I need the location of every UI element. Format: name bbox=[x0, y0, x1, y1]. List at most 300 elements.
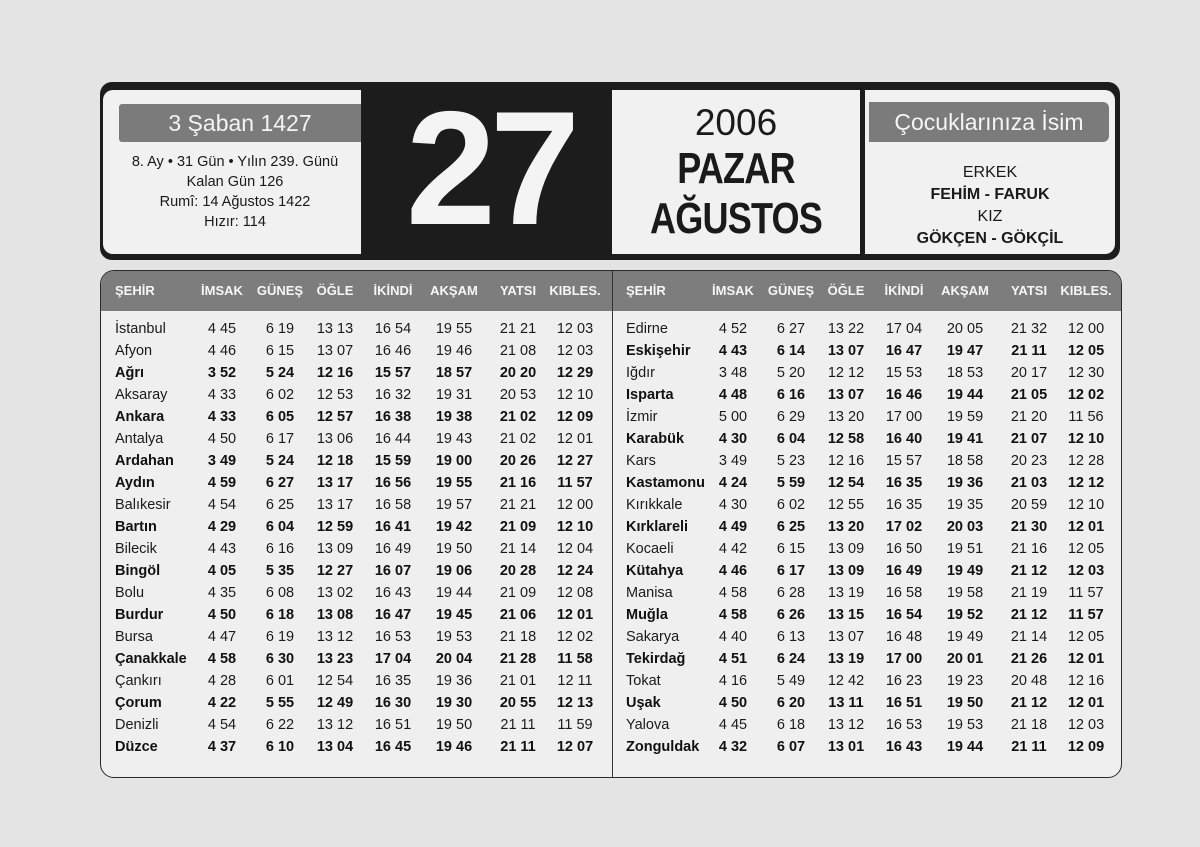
time-aksam: 19 36 bbox=[946, 475, 984, 491]
time-aksam: 19 44 bbox=[435, 585, 473, 601]
time-ogle: 13 15 bbox=[827, 607, 865, 623]
city-name: Antalya bbox=[115, 431, 164, 447]
time-yatsi: 21 02 bbox=[499, 431, 537, 447]
time-imsak: 3 49 bbox=[207, 453, 237, 469]
time-gunes: 6 19 bbox=[265, 629, 295, 645]
time-yatsi: 21 11 bbox=[1011, 343, 1047, 359]
time-yatsi: 20 55 bbox=[499, 695, 537, 711]
time-yatsi: 21 30 bbox=[1010, 519, 1048, 535]
time-ogle: 13 07 bbox=[827, 387, 865, 403]
time-gunes: 6 27 bbox=[265, 475, 295, 491]
time-imsak: 4 54 bbox=[207, 497, 237, 513]
time-kible: 12 12 bbox=[1067, 475, 1105, 491]
time-imsak: 5 00 bbox=[718, 409, 748, 425]
day-number: 27 bbox=[405, 78, 575, 259]
time-ogle: 13 08 bbox=[316, 607, 354, 623]
city-name: Bingöl bbox=[115, 563, 161, 579]
time-ogle: 13 09 bbox=[827, 563, 865, 579]
time-ikindi: 16 46 bbox=[374, 343, 412, 359]
time-ogle: 12 12 bbox=[827, 365, 865, 381]
table-header bbox=[101, 271, 1121, 311]
date-info-panel bbox=[103, 90, 361, 254]
time-gunes: 6 29 bbox=[776, 409, 806, 425]
city-name: Manisa bbox=[626, 585, 673, 601]
time-kible: 12 10 bbox=[1067, 497, 1105, 513]
time-gunes: 6 07 bbox=[776, 739, 806, 755]
time-aksam: 19 59 bbox=[946, 409, 984, 425]
time-ikindi: 16 32 bbox=[374, 387, 412, 403]
table-row bbox=[101, 384, 1121, 406]
time-kible: 12 03 bbox=[556, 321, 594, 337]
time-aksam: 18 58 bbox=[946, 453, 984, 469]
time-ogle: 12 54 bbox=[316, 673, 354, 689]
day-info-line: 8. Ay • 31 Gün • Yılın 239. Günü bbox=[131, 154, 339, 170]
time-gunes: 6 15 bbox=[776, 541, 806, 557]
time-yatsi: 21 14 bbox=[1010, 629, 1048, 645]
header-aksam: AKŞAM bbox=[430, 283, 478, 298]
time-ogle: 13 07 bbox=[316, 343, 354, 359]
time-imsak: 4 45 bbox=[718, 717, 748, 733]
time-imsak: 4 45 bbox=[207, 321, 237, 337]
header-ogle: ÖĞLE bbox=[316, 283, 354, 298]
male-label: ERKEK bbox=[962, 164, 1018, 181]
time-imsak: 4 28 bbox=[207, 673, 237, 689]
header-gunes: GÜNEŞ bbox=[767, 283, 815, 298]
date-panel bbox=[612, 90, 860, 254]
time-gunes: 6 25 bbox=[776, 519, 806, 535]
time-aksam: 20 05 bbox=[946, 321, 984, 337]
time-ikindi: 16 47 bbox=[374, 607, 412, 623]
time-ogle: 13 17 bbox=[316, 497, 354, 513]
time-yatsi: 21 01 bbox=[499, 673, 537, 689]
time-gunes: 6 28 bbox=[776, 585, 806, 601]
day-info-line: Hızır: 114 bbox=[204, 214, 266, 230]
header-ikindi: İKİNDİ bbox=[884, 283, 924, 298]
time-ikindi: 16 48 bbox=[885, 629, 923, 645]
time-ogle: 13 20 bbox=[827, 409, 865, 425]
time-kible: 12 10 bbox=[1067, 431, 1105, 447]
time-gunes: 5 35 bbox=[265, 563, 295, 579]
time-ikindi: 16 40 bbox=[885, 431, 923, 447]
header-ikindi: İKİNDİ bbox=[373, 283, 413, 298]
time-kible: 12 01 bbox=[556, 607, 594, 623]
time-gunes: 6 08 bbox=[265, 585, 295, 601]
time-ogle: 13 12 bbox=[827, 717, 865, 733]
header-kible: KIBLES. bbox=[549, 283, 601, 298]
year: 2006 bbox=[694, 102, 778, 143]
time-yatsi: 20 23 bbox=[1010, 453, 1048, 469]
city-name: İstanbul bbox=[115, 321, 166, 337]
time-gunes: 6 16 bbox=[776, 387, 806, 403]
city-name: Bursa bbox=[115, 629, 153, 645]
header-imsak: İMSAK bbox=[712, 283, 754, 298]
city-name: Eskişehir bbox=[626, 343, 691, 359]
time-ogle: 12 58 bbox=[827, 431, 865, 447]
time-imsak: 4 52 bbox=[718, 321, 748, 337]
time-yatsi: 20 28 bbox=[499, 563, 537, 579]
time-aksam: 19 06 bbox=[435, 563, 473, 579]
time-imsak: 4 22 bbox=[207, 695, 237, 711]
time-ogle: 12 16 bbox=[316, 365, 354, 381]
time-aksam: 19 50 bbox=[435, 541, 473, 557]
table-row bbox=[101, 340, 1121, 362]
prayer-times-table bbox=[100, 270, 1122, 778]
city-name: Uşak bbox=[626, 695, 661, 711]
time-ikindi: 15 57 bbox=[885, 453, 923, 469]
header-yatsi: YATSI bbox=[1010, 283, 1048, 298]
table-row bbox=[101, 450, 1121, 472]
city-name: Çankırı bbox=[115, 673, 162, 689]
names-title: Çocuklarınıza İsim bbox=[869, 102, 1109, 142]
city-name: Kırıkkale bbox=[626, 497, 683, 513]
time-ikindi: 16 30 bbox=[374, 695, 412, 711]
city-name: Kastamonu bbox=[626, 475, 705, 491]
city-name: Bilecik bbox=[115, 541, 157, 557]
time-aksam: 19 41 bbox=[946, 431, 984, 447]
time-yatsi: 21 19 bbox=[1010, 585, 1048, 601]
time-ikindi: 17 04 bbox=[885, 321, 923, 337]
time-kible: 12 10 bbox=[556, 519, 594, 535]
table-row bbox=[101, 406, 1121, 428]
time-ogle: 13 04 bbox=[316, 739, 354, 755]
time-ogle: 13 07 bbox=[827, 629, 865, 645]
time-yatsi: 21 05 bbox=[1010, 387, 1048, 403]
city-name: Kars bbox=[626, 453, 656, 469]
time-gunes: 6 17 bbox=[265, 431, 295, 447]
header-aksam: AKŞAM bbox=[941, 283, 989, 298]
table-row bbox=[101, 604, 1121, 626]
time-ikindi: 16 54 bbox=[885, 607, 923, 623]
time-gunes: 6 02 bbox=[265, 387, 295, 403]
time-ikindi: 16 43 bbox=[374, 585, 412, 601]
time-kible: 12 01 bbox=[1067, 651, 1105, 667]
city-name: Zonguldak bbox=[626, 739, 700, 755]
time-ogle: 13 19 bbox=[827, 651, 865, 667]
time-gunes: 6 04 bbox=[776, 431, 806, 447]
time-yatsi: 21 12 bbox=[1010, 607, 1048, 623]
time-ikindi: 15 57 bbox=[374, 365, 412, 381]
time-yatsi: 21 12 bbox=[1010, 563, 1048, 579]
time-ikindi: 16 58 bbox=[885, 585, 923, 601]
time-aksam: 19 30 bbox=[435, 695, 473, 711]
time-aksam: 20 01 bbox=[946, 651, 984, 667]
time-imsak: 3 49 bbox=[718, 453, 748, 469]
time-imsak: 4 50 bbox=[207, 607, 237, 623]
time-aksam: 19 46 bbox=[435, 343, 473, 359]
city-name: Iğdır bbox=[626, 365, 656, 381]
time-imsak: 4 43 bbox=[718, 343, 748, 359]
hijri-date: 3 Şaban 1427 bbox=[119, 104, 361, 142]
table-row bbox=[101, 428, 1121, 450]
time-yatsi: 21 26 bbox=[1010, 651, 1048, 667]
time-gunes: 6 20 bbox=[776, 695, 806, 711]
time-aksam: 19 58 bbox=[946, 585, 984, 601]
time-kible: 12 28 bbox=[1067, 453, 1105, 469]
time-aksam: 19 53 bbox=[435, 629, 473, 645]
time-imsak: 4 43 bbox=[207, 541, 237, 557]
time-yatsi: 21 03 bbox=[1010, 475, 1048, 491]
time-aksam: 19 51 bbox=[946, 541, 984, 557]
time-ikindi: 16 47 bbox=[885, 343, 923, 359]
time-gunes: 6 04 bbox=[265, 519, 295, 535]
time-ikindi: 16 50 bbox=[885, 541, 923, 557]
time-imsak: 4 51 bbox=[718, 651, 748, 667]
city-name: Kocaeli bbox=[626, 541, 674, 557]
time-ogle: 13 13 bbox=[316, 321, 354, 337]
time-imsak: 4 24 bbox=[718, 475, 748, 491]
time-ogle: 12 55 bbox=[827, 497, 865, 513]
time-kible: 12 01 bbox=[1067, 519, 1105, 535]
time-imsak: 4 47 bbox=[207, 629, 237, 645]
time-aksam: 19 55 bbox=[435, 321, 473, 337]
time-aksam: 19 53 bbox=[946, 717, 984, 733]
time-imsak: 4 59 bbox=[207, 475, 237, 491]
table-row bbox=[101, 670, 1121, 692]
time-gunes: 6 18 bbox=[265, 607, 295, 623]
time-yatsi: 21 09 bbox=[499, 519, 537, 535]
city-name: İzmir bbox=[626, 409, 658, 425]
time-yatsi: 20 59 bbox=[1010, 497, 1048, 513]
time-kible: 12 27 bbox=[556, 453, 594, 469]
time-gunes: 6 02 bbox=[776, 497, 806, 513]
city-name: Karabük bbox=[626, 431, 685, 447]
time-imsak: 3 48 bbox=[718, 365, 748, 381]
time-ikindi: 16 38 bbox=[374, 409, 412, 425]
time-yatsi: 21 16 bbox=[499, 475, 537, 491]
time-imsak: 4 29 bbox=[207, 519, 237, 535]
table-row bbox=[101, 362, 1121, 384]
city-name: Edirne bbox=[626, 321, 668, 337]
time-ogle: 12 42 bbox=[827, 673, 865, 689]
time-gunes: 5 49 bbox=[776, 673, 806, 689]
table-row bbox=[101, 692, 1121, 714]
time-ikindi: 16 35 bbox=[885, 497, 923, 513]
time-gunes: 6 19 bbox=[265, 321, 295, 337]
time-yatsi: 20 20 bbox=[499, 365, 537, 381]
male-names: FEHİM - FARUK bbox=[930, 186, 1050, 203]
time-aksam: 19 38 bbox=[435, 409, 473, 425]
time-yatsi: 21 14 bbox=[499, 541, 537, 557]
time-aksam: 19 43 bbox=[435, 431, 473, 447]
time-kible: 11 57 bbox=[1068, 607, 1104, 623]
time-kible: 12 03 bbox=[556, 343, 594, 359]
city-name: Muğla bbox=[626, 607, 668, 623]
time-kible: 12 08 bbox=[556, 585, 594, 601]
time-kible: 11 57 bbox=[1068, 585, 1104, 601]
time-imsak: 3 52 bbox=[207, 365, 237, 381]
city-name: Tekirdağ bbox=[626, 651, 686, 667]
time-yatsi: 21 09 bbox=[499, 585, 537, 601]
time-kible: 11 59 bbox=[557, 717, 593, 733]
weekday: PAZAR bbox=[677, 144, 795, 193]
header-yatsi: YATSI bbox=[499, 283, 537, 298]
time-ogle: 13 19 bbox=[827, 585, 865, 601]
time-ogle: 12 54 bbox=[827, 475, 865, 491]
time-ikindi: 16 44 bbox=[374, 431, 412, 447]
time-imsak: 4 33 bbox=[207, 409, 237, 425]
time-ikindi: 17 04 bbox=[374, 651, 412, 667]
time-aksam: 19 36 bbox=[435, 673, 473, 689]
time-ikindi: 16 49 bbox=[374, 541, 412, 557]
time-gunes: 6 10 bbox=[265, 739, 295, 755]
time-imsak: 4 32 bbox=[718, 739, 748, 755]
time-gunes: 6 16 bbox=[265, 541, 295, 557]
time-aksam: 20 03 bbox=[946, 519, 984, 535]
time-imsak: 4 50 bbox=[207, 431, 237, 447]
names-list bbox=[865, 162, 1115, 250]
city-name: Aksaray bbox=[115, 387, 168, 403]
time-kible: 12 01 bbox=[556, 431, 594, 447]
time-kible: 12 03 bbox=[1067, 717, 1105, 733]
city-name: Çanakkale bbox=[115, 651, 187, 667]
time-kible: 12 29 bbox=[556, 365, 594, 381]
time-aksam: 19 55 bbox=[435, 475, 473, 491]
table-row bbox=[101, 560, 1121, 582]
time-imsak: 4 30 bbox=[718, 497, 748, 513]
time-gunes: 5 23 bbox=[776, 453, 806, 469]
time-aksam: 18 53 bbox=[946, 365, 984, 381]
time-gunes: 6 27 bbox=[776, 321, 806, 337]
time-ogle: 13 07 bbox=[827, 343, 865, 359]
time-gunes: 5 24 bbox=[265, 365, 295, 381]
time-aksam: 19 49 bbox=[946, 629, 984, 645]
time-ogle: 13 11 bbox=[828, 695, 864, 711]
time-yatsi: 21 20 bbox=[1010, 409, 1048, 425]
time-gunes: 6 14 bbox=[776, 343, 806, 359]
time-imsak: 4 05 bbox=[207, 563, 237, 579]
female-label: KIZ bbox=[977, 208, 1003, 225]
header-city: ŞEHİR bbox=[626, 283, 666, 298]
time-kible: 12 05 bbox=[1067, 629, 1105, 645]
city-name: Düzce bbox=[115, 739, 158, 755]
city-name: Burdur bbox=[115, 607, 164, 623]
time-aksam: 19 50 bbox=[946, 695, 984, 711]
time-aksam: 19 42 bbox=[435, 519, 473, 535]
time-ogle: 12 16 bbox=[827, 453, 865, 469]
time-kible: 12 00 bbox=[1067, 321, 1105, 337]
time-ikindi: 17 00 bbox=[885, 651, 923, 667]
time-kible: 12 10 bbox=[556, 387, 594, 403]
time-imsak: 4 50 bbox=[718, 695, 748, 711]
city-name: Ardahan bbox=[115, 453, 174, 469]
time-ikindi: 16 23 bbox=[885, 673, 923, 689]
city-name: Tokat bbox=[626, 673, 661, 689]
time-aksam: 19 57 bbox=[435, 497, 473, 513]
time-ikindi: 16 56 bbox=[374, 475, 412, 491]
city-name: Afyon bbox=[115, 343, 153, 359]
header-kible: KIBLES. bbox=[1060, 283, 1112, 298]
time-ikindi: 16 35 bbox=[885, 475, 923, 491]
time-imsak: 4 37 bbox=[207, 739, 237, 755]
time-imsak: 4 46 bbox=[207, 343, 237, 359]
time-gunes: 5 59 bbox=[776, 475, 806, 491]
time-yatsi: 21 18 bbox=[499, 629, 537, 645]
time-ogle: 13 17 bbox=[316, 475, 354, 491]
city-name: Ankara bbox=[115, 409, 165, 425]
time-ikindi: 17 02 bbox=[885, 519, 923, 535]
city-name: Isparta bbox=[626, 387, 674, 403]
header-gunes: GÜNEŞ bbox=[256, 283, 304, 298]
time-kible: 12 01 bbox=[1067, 695, 1105, 711]
female-names: GÖKÇEN - GÖKÇİL bbox=[916, 230, 1064, 247]
time-imsak: 4 33 bbox=[207, 387, 237, 403]
table-row bbox=[101, 714, 1121, 736]
time-yatsi: 21 11 bbox=[500, 717, 536, 733]
time-ogle: 13 12 bbox=[316, 717, 354, 733]
names-panel bbox=[865, 90, 1115, 254]
time-imsak: 4 54 bbox=[207, 717, 237, 733]
time-aksam: 19 46 bbox=[435, 739, 473, 755]
time-yatsi: 20 26 bbox=[499, 453, 537, 469]
time-aksam: 19 31 bbox=[435, 387, 473, 403]
time-gunes: 6 18 bbox=[776, 717, 806, 733]
time-yatsi: 21 08 bbox=[499, 343, 537, 359]
time-kible: 12 09 bbox=[556, 409, 594, 425]
day-info-line: Rumî: 14 Ağustos 1422 bbox=[159, 194, 311, 210]
time-aksam: 19 44 bbox=[946, 739, 984, 755]
time-ikindi: 16 46 bbox=[885, 387, 923, 403]
city-name: Bartın bbox=[115, 519, 157, 535]
time-ogle: 12 49 bbox=[316, 695, 354, 711]
time-imsak: 4 30 bbox=[718, 431, 748, 447]
time-kible: 11 57 bbox=[557, 475, 593, 491]
time-imsak: 4 58 bbox=[207, 651, 237, 667]
time-ikindi: 16 35 bbox=[374, 673, 412, 689]
time-aksam: 19 23 bbox=[946, 673, 984, 689]
time-imsak: 4 40 bbox=[718, 629, 748, 645]
time-kible: 12 05 bbox=[1067, 343, 1105, 359]
time-yatsi: 20 53 bbox=[499, 387, 537, 403]
city-name: Aydın bbox=[115, 475, 155, 491]
time-ikindi: 15 59 bbox=[374, 453, 412, 469]
time-ikindi: 16 45 bbox=[374, 739, 412, 755]
time-gunes: 5 20 bbox=[776, 365, 806, 381]
day-info-line: Kalan Gün 126 bbox=[186, 174, 284, 190]
time-ogle: 13 12 bbox=[316, 629, 354, 645]
city-name: Ağrı bbox=[115, 365, 144, 381]
time-ogle: 12 53 bbox=[316, 387, 354, 403]
time-gunes: 6 22 bbox=[265, 717, 295, 733]
table-row bbox=[101, 648, 1121, 670]
time-ogle: 12 57 bbox=[316, 409, 354, 425]
day-info bbox=[111, 152, 359, 232]
time-yatsi: 21 12 bbox=[1010, 695, 1048, 711]
time-ikindi: 16 43 bbox=[885, 739, 923, 755]
time-yatsi: 21 06 bbox=[499, 607, 537, 623]
time-kible: 12 02 bbox=[1067, 387, 1105, 403]
time-imsak: 4 42 bbox=[718, 541, 748, 557]
time-kible: 11 56 bbox=[1068, 409, 1104, 425]
time-aksam: 19 47 bbox=[946, 343, 984, 359]
time-ogle: 13 20 bbox=[827, 519, 865, 535]
time-yatsi: 21 11 bbox=[1011, 739, 1047, 755]
time-ikindi: 16 51 bbox=[885, 695, 923, 711]
time-aksam: 19 52 bbox=[946, 607, 984, 623]
time-kible: 12 05 bbox=[1067, 541, 1105, 557]
time-yatsi: 21 18 bbox=[1010, 717, 1048, 733]
time-gunes: 6 13 bbox=[776, 629, 806, 645]
time-ogle: 13 02 bbox=[316, 585, 354, 601]
time-kible: 11 58 bbox=[557, 651, 593, 667]
time-kible: 12 03 bbox=[1067, 563, 1105, 579]
time-ikindi: 17 00 bbox=[885, 409, 923, 425]
time-ogle: 12 59 bbox=[316, 519, 354, 535]
city-name: Yalova bbox=[626, 717, 670, 733]
time-imsak: 4 58 bbox=[718, 585, 748, 601]
time-ogle: 13 23 bbox=[316, 651, 354, 667]
time-imsak: 4 35 bbox=[207, 585, 237, 601]
time-imsak: 4 16 bbox=[718, 673, 748, 689]
